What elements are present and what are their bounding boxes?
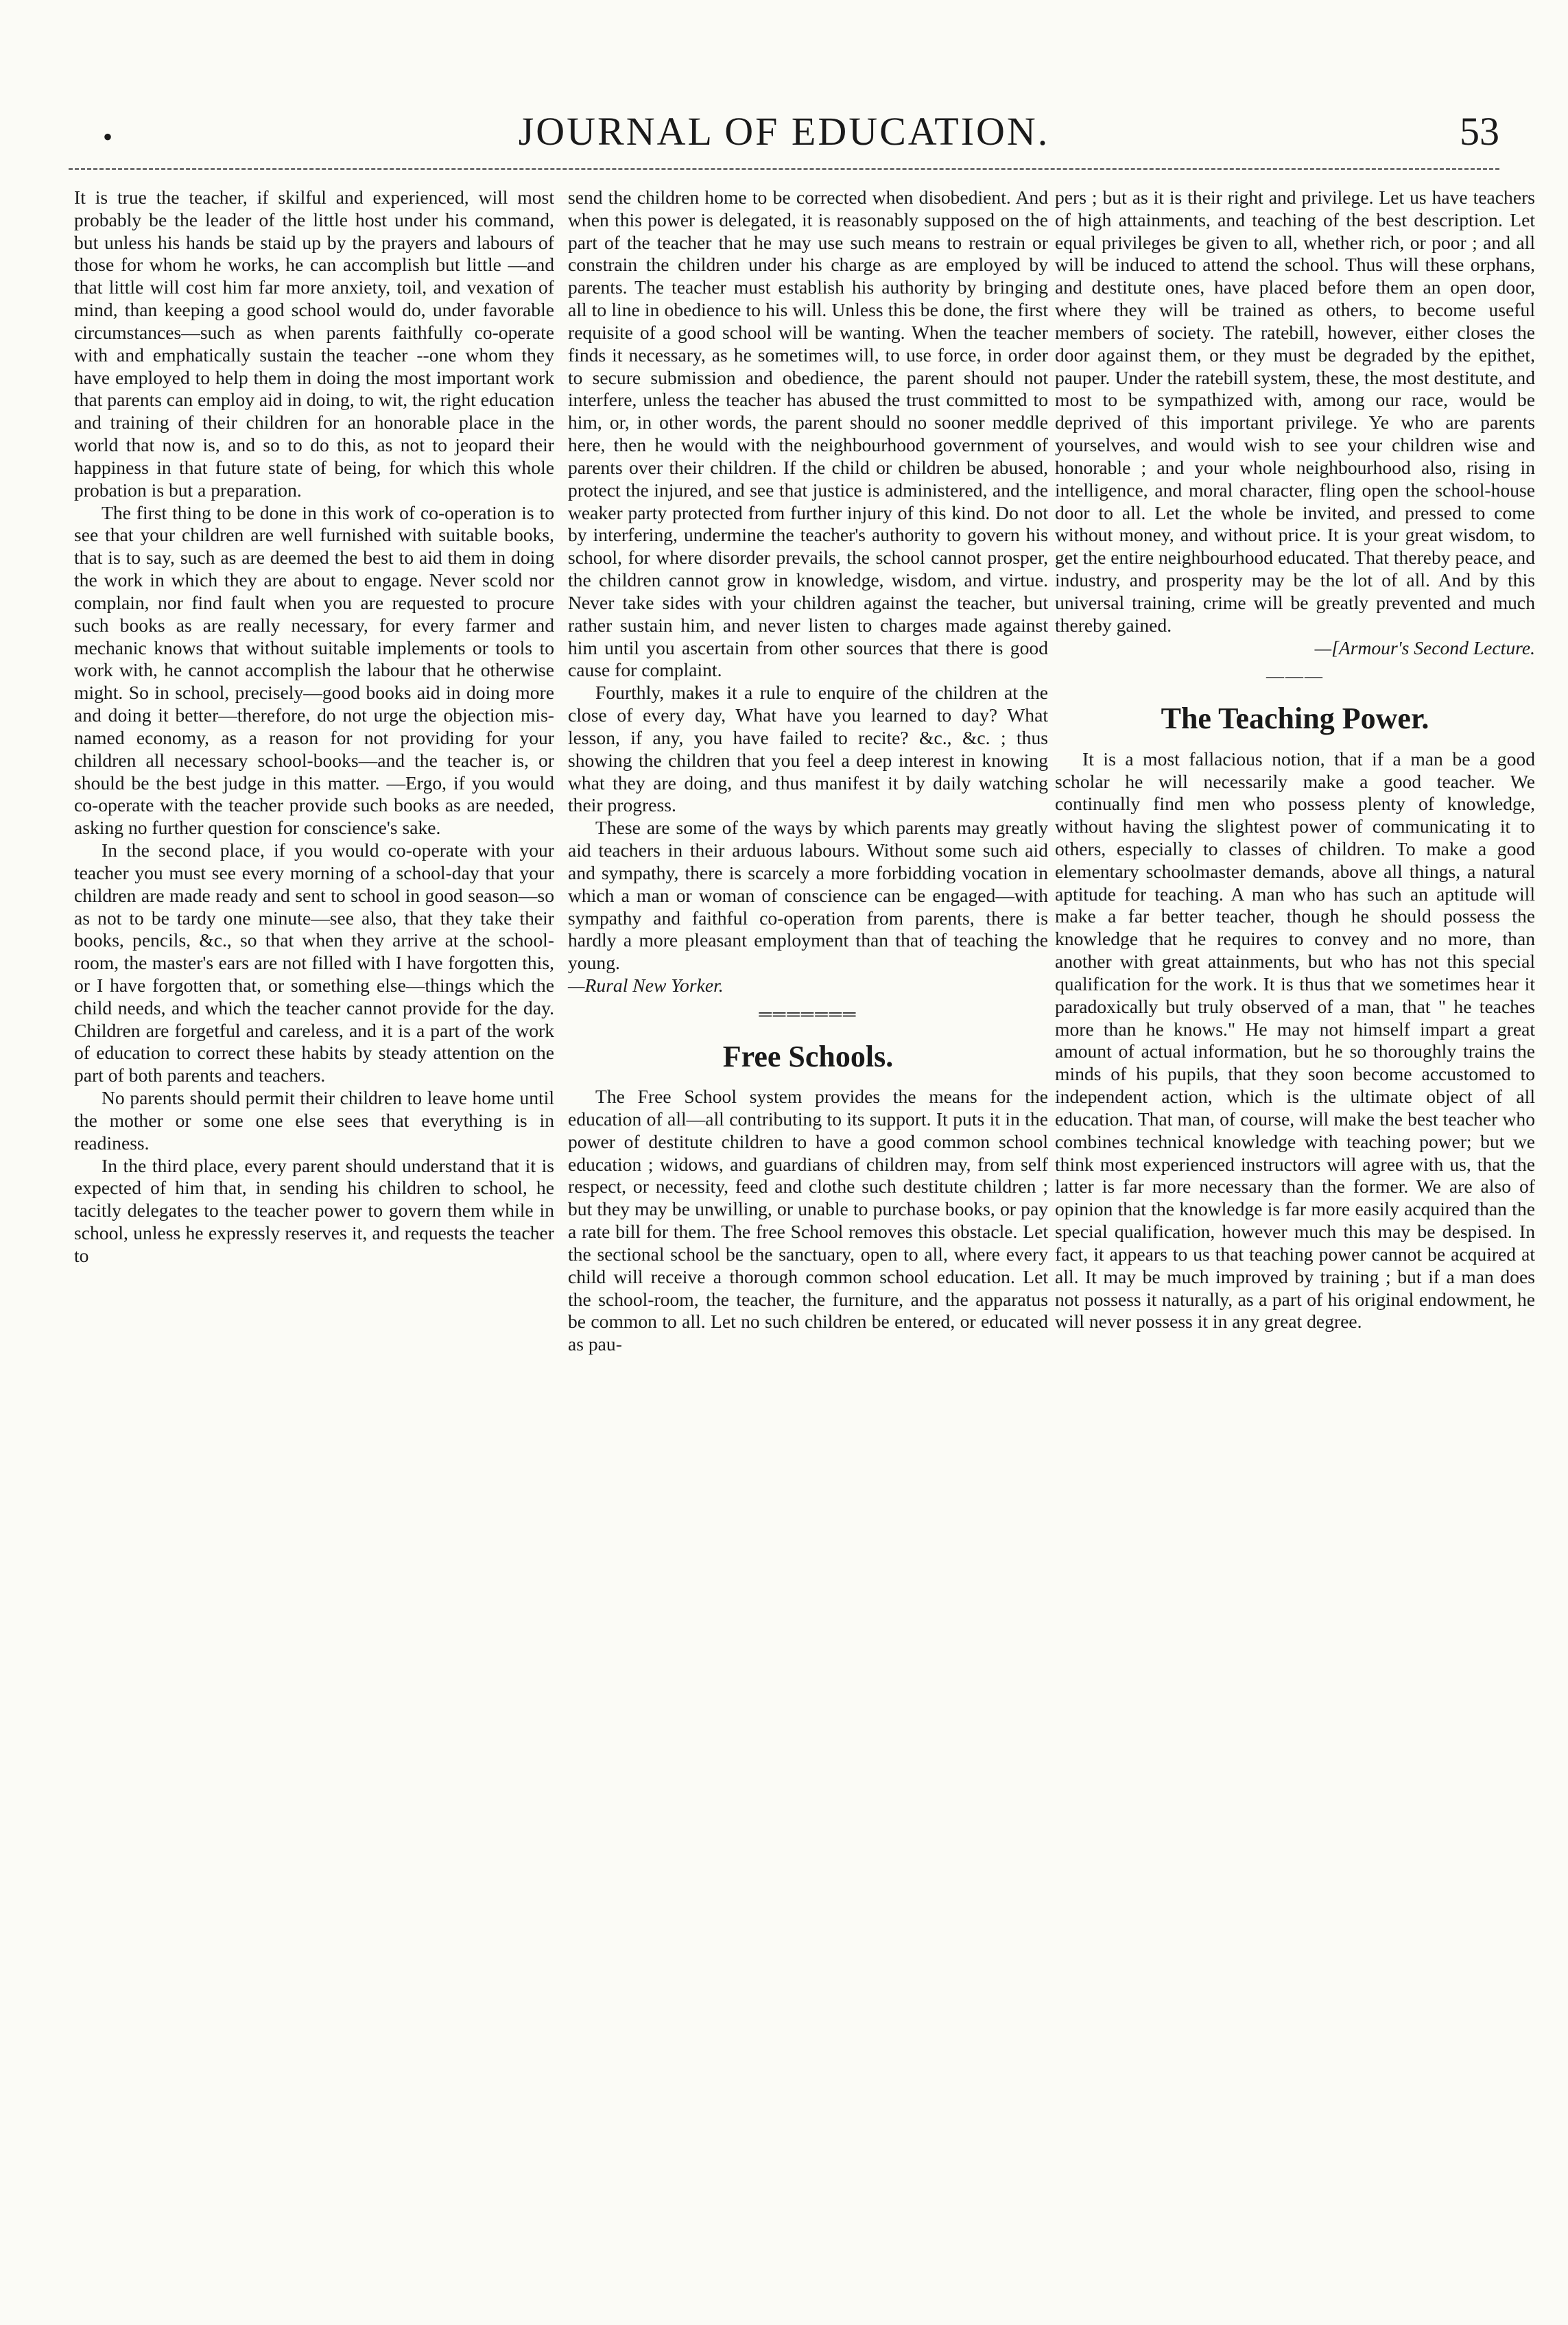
- page-header: [69, 108, 1499, 163]
- attribution-rural-new-yorker: —Rural New Yorker.: [568, 974, 724, 996]
- column-3: [1055, 187, 1535, 1333]
- paragraph: The first thing to be done in this work of co-operation is to see that your children are well furnished with suitable books, that is to say, such as are deemed the best to aid them in doing the work in which they are about to engage. Never scold nor complain, nor find fault when you are requested to procure such books as are really necessary, for every farmer and mechanic knows that without suitable implements or tools to work with, he cannot accomplish the labour that he otherwise might. So in school, precisely—good books aid in doing more and doing it better—therefore, do not urge the objection mis-named economy, as a reason for not providing for your children all necessary school-books—and the teacher is, or should be the best judge in this matter. —Ergo, if you would co-operate with the teacher provide such books as are needed, asking no further question for conscience's sake.: [74, 501, 554, 839]
- column-1: [74, 187, 554, 1267]
- journal-title: JOURNAL OF EDUCATION.: [518, 109, 1050, 154]
- paragraph: The Free School system provides the means for the education of all—all contributing to its support. It puts it in the power of destitute children to have a good common school education ; widows, and guardians of children may, from self respect, or necessity, feed and clothe such destitute children ; but they may be unwilling, or unable to purchase books, or pay a rate bill for them. The free School removes this obstacle. Let the sectional school be the sanctuary, open to all, where every child will receive a thorough common school education. Let the school-room, the teacher, the furniture, and the apparatus be common to all. Let no such children be entered, or educated as pau-: [568, 1086, 1048, 1355]
- paragraph: These are some of the ways by which parents may greatly aid teachers in their arduous labours. Without some such aid and sympathy, there is scarcely a more forbidding vocation in which a man or woman of conscience can be engaged—with sympathy and faithful co-operation from parents, there is hardly a more pleasant employment than that of teaching the young.: [568, 817, 1048, 974]
- heading-teaching-power: The Teaching Power.: [1161, 702, 1429, 736]
- attribution-armour-lecture: —[Armour's Second Lecture.: [1314, 636, 1535, 658]
- paragraph: No parents should permit their children to leave home until the mother or some one else sees that everything is in readiness.: [74, 1087, 554, 1154]
- ornament-rule: ═══════: [759, 1003, 857, 1024]
- paragraph: In the second place, if you would co-operate with your teacher you must see every morning of a school-day that your children are made ready and sent to school in good season—so as not to be tardy one minute—see also, that they take their books, pencils, &c., so that when they arrive at the school-room, the master's ears are not filled with I have forgotten this, or I have forgotten that, or something else—things which the child needs, and which the teacher cannot provide for the day. Children are forgetful and careless, and it is a part of the work of education to correct these habits by steady attention on the part of both parents and teachers.: [74, 839, 554, 1086]
- paragraph: It is true the teacher, if skilful and experienced, will most probably be the leader of the little host under his command, but unless his hands be staid up by the prayers and labours of those for whom he works, he can accomplish but little —and that little will cost him far more anxiety, toil, and vexation of mind, than keeping a good school would do, under favorable circumstances—such as when parents faithfully co-operate with and emphatically sustain the teacher --one whom they have employed to help them in doing the most important work that parents can employ aid in doing, to wit, the right education and training of their children for an honorable place in the world that now is, and so to do this, as not to jeopard their happiness in that future state of being, for which this whole probation is but a preparation.: [74, 187, 554, 501]
- header-rule: [69, 168, 1499, 170]
- column-2: [568, 187, 1048, 1356]
- paragraph: Fourthly, makes it a rule to enquire of the children at the close of every day, What have you learned to day? What lesson, if any, you have failed to recite? &c., &c. ; thus showing the children that you feel a deep interest in knowing what they are doing, and thus manifest it by daily watching their progress.: [568, 682, 1048, 816]
- page-number: 53: [1460, 109, 1499, 154]
- header-dot: •: [103, 121, 113, 152]
- paragraph: It is a most fallacious notion, that if a man be a good scholar he will necessarily make a good teacher. We continually find men who possess plenty of knowledge, without having the slightest power of communicating it to others, especially to classes of children. To make a good elementary schoolmaster demands, above all things, a natural aptitude for teaching. A man who has such an aptitude will make a far better teacher, though he should possess the knowledge that he requires to convey and no more, than another with great attainments, but who has not this special qualification for the work. It is thus that we sometimes hear it paradoxically but truly observed of a man, that " he teaches more than he knows." He may not himself impart a great amount of actual information, but he so thoroughly trains the minds of his pupils, that they soon become accustomed to independent action, which is the ultimate object of all education. That man, of course, will make the best teacher who combines technical knowledge with teaching power; but we think most experienced instructors will agree with us, that the latter is far more necessary than the former. We are also of opinion that the knowledge is far more easily acquired than the special qualification, however much this may be despised. In fact, it appears to us that teaching power cannot be acquired at all. It may be much improved by training ; but if a man does not possess it naturally, as a part of his original endowment, he will never possess it in any great degree.: [1055, 748, 1535, 1333]
- paragraph: In the third place, every parent should understand that it is expected of him that, in sending his children to school, he tacitly delegates to the teacher power to govern them while in school, unless he expressly reserves it, and requests the teacher to: [74, 1154, 554, 1266]
- heading-free-schools: Free Schools.: [722, 1039, 894, 1073]
- ornament-rule: ———: [1266, 666, 1324, 687]
- paragraph: send the children home to be corrected when disobedient. And when this power is delegated, it is reasonably supposed on the part of the teacher that he may use such means to restrain or constrain the children under his charge as are employed by parents. The teacher must establish his authority by bringing all to line in obedience to his will. Unless this be done, the first requisite of a good school will be wanting. When the teacher finds it necessary, as he sometimes will, to use force, in order to secure submission and obedience, the parent should not interfere, unless the teacher has abused the trust committed to him, or, in other words, the parent should no sooner meddle here, then he would with the neighbourhood government of parents over their children. If the child or children be abused, protect the injured, and see that justice is administered, and the weaker party protected from further injury of this kind. Do not by interfering, undermine the teacher's authority to govern his school, for where disorder prevails, the school cannot prosper, the children cannot grow in knowledge, wisdom, and virtue. Never take sides with your children against the teacher, but rather sustain him, and never listen to charges made against him until you ascertain from other sources that there is good cause for complaint.: [568, 187, 1048, 681]
- paragraph: pers ; but as it is their right and privilege. Let us have teachers of high attainments, and teaching of the best description. Let equal privileges be given to all, whether rich, or poor ; and all will be induced to attend the school. Thus will these orphans, and destitute ones, have placed before them an open door, where they will be trained as others, to become useful members of society. The ratebill, however, either closes the door against them, or they must be degraded by the epithet, pauper. Under the ratebill system, these, the most destitute, and most to be sympathized with, among our race, would be deprived of this important privilege. Ye who are parents yourselves, and would wish to see your children wise and honorable ; and your whole neighbourhood also, rising in intelligence, and moral character, fling open the school-house door to all. Let the whole be invited, and pressed to come without money, and without price. It is your great wisdom, to get the entire neighbourhood educated. That thereby peace, and industry, and prosperity may be the lot of all. And by this universal training, crime will be greatly prevented and much thereby gained.: [1055, 187, 1535, 636]
